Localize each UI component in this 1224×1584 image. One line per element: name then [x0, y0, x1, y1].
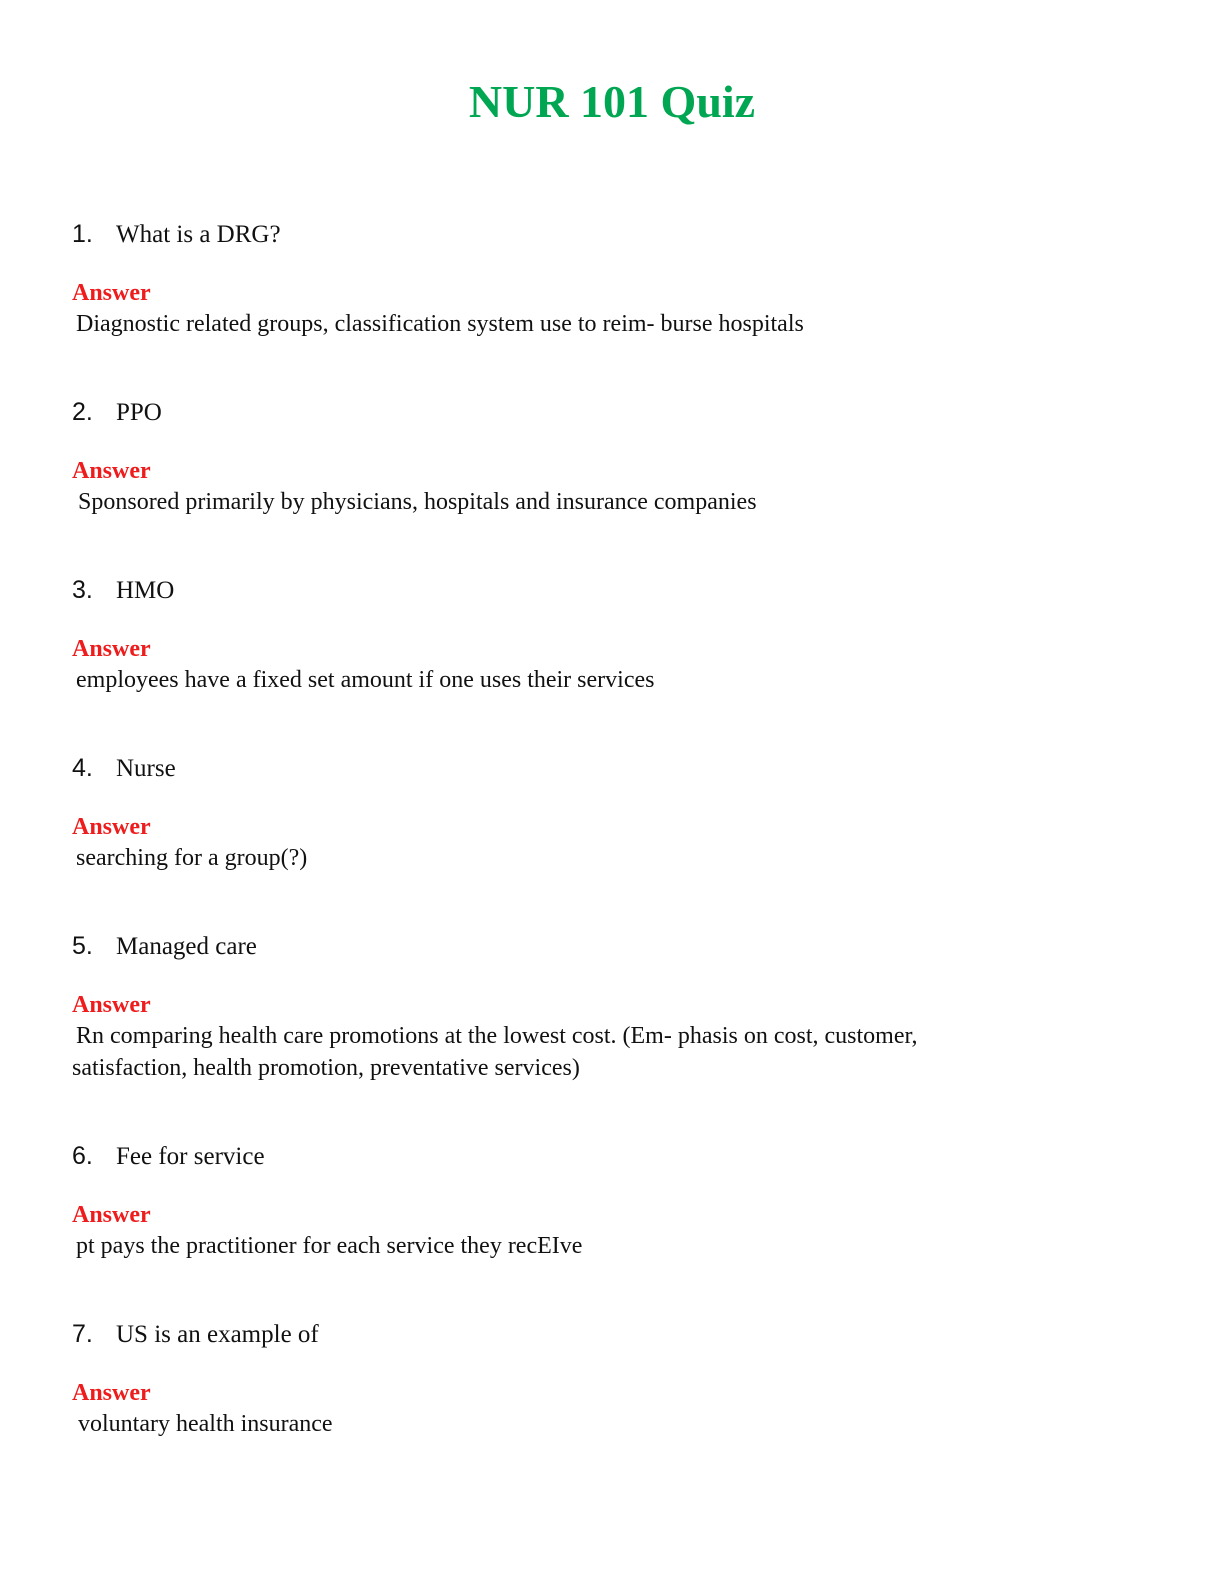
question-item-3	[72, 572, 1152, 696]
question-item-6	[72, 1138, 1152, 1262]
answer-text: pt pays the practitioner for each service they recEIve	[76, 1233, 583, 1259]
question-line	[72, 394, 1152, 430]
question-text: Fee for service	[116, 1143, 265, 1170]
question-number: 7.	[72, 1320, 93, 1348]
question-text: What is a DRG?	[116, 221, 281, 248]
question-line	[72, 1138, 1152, 1174]
question-text: PPO	[116, 399, 162, 426]
question-item-7	[72, 1316, 1152, 1440]
question-number: 5.	[72, 932, 93, 960]
question-number: 2.	[72, 398, 93, 426]
question-number: 3.	[72, 576, 93, 604]
answer-label: Answer	[72, 636, 151, 662]
answer-label: Answer	[72, 1380, 151, 1406]
question-item-2	[72, 394, 1152, 518]
answer-text-line-1: Rn comparing health care promotions at the lowest cost. (Em- phasis on cost, customer,	[76, 1023, 918, 1049]
question-number: 1.	[72, 220, 93, 248]
answer-text: searching for a group(?)	[76, 845, 308, 871]
answer-text: voluntary health insurance	[78, 1411, 333, 1437]
answer-text: Diagnostic related groups, classification system use to reim- burse hospitals	[76, 311, 804, 337]
answer-text-line-2: satisfaction, health promotion, preventative services)	[72, 1055, 580, 1081]
answer-text: Sponsored primarily by physicians, hospitals and insurance companies	[78, 489, 757, 515]
question-number: 4.	[72, 754, 93, 782]
answer-label: Answer	[72, 458, 151, 484]
question-line	[72, 216, 1152, 252]
answer-text: employees have a fixed set amount if one uses their services	[76, 667, 655, 693]
question-number: 6.	[72, 1142, 93, 1170]
answer-label: Answer	[72, 280, 151, 306]
question-item-1	[72, 216, 1152, 340]
answer-text	[72, 1020, 1152, 1084]
question-text: Managed care	[116, 933, 257, 960]
question-line	[72, 1316, 1152, 1352]
question-text: US is an example of	[116, 1321, 319, 1348]
question-item-4	[72, 750, 1152, 874]
answer-label: Answer	[72, 1202, 151, 1228]
answer-label: Answer	[72, 992, 151, 1018]
question-text: Nurse	[116, 755, 176, 782]
question-item-5	[72, 928, 1152, 1084]
question-text: HMO	[116, 577, 175, 604]
question-line	[72, 750, 1152, 786]
page-title: NUR 101 Quiz	[468, 76, 756, 127]
question-line	[72, 572, 1152, 608]
answer-label: Answer	[72, 814, 151, 840]
question-line	[72, 928, 1152, 964]
